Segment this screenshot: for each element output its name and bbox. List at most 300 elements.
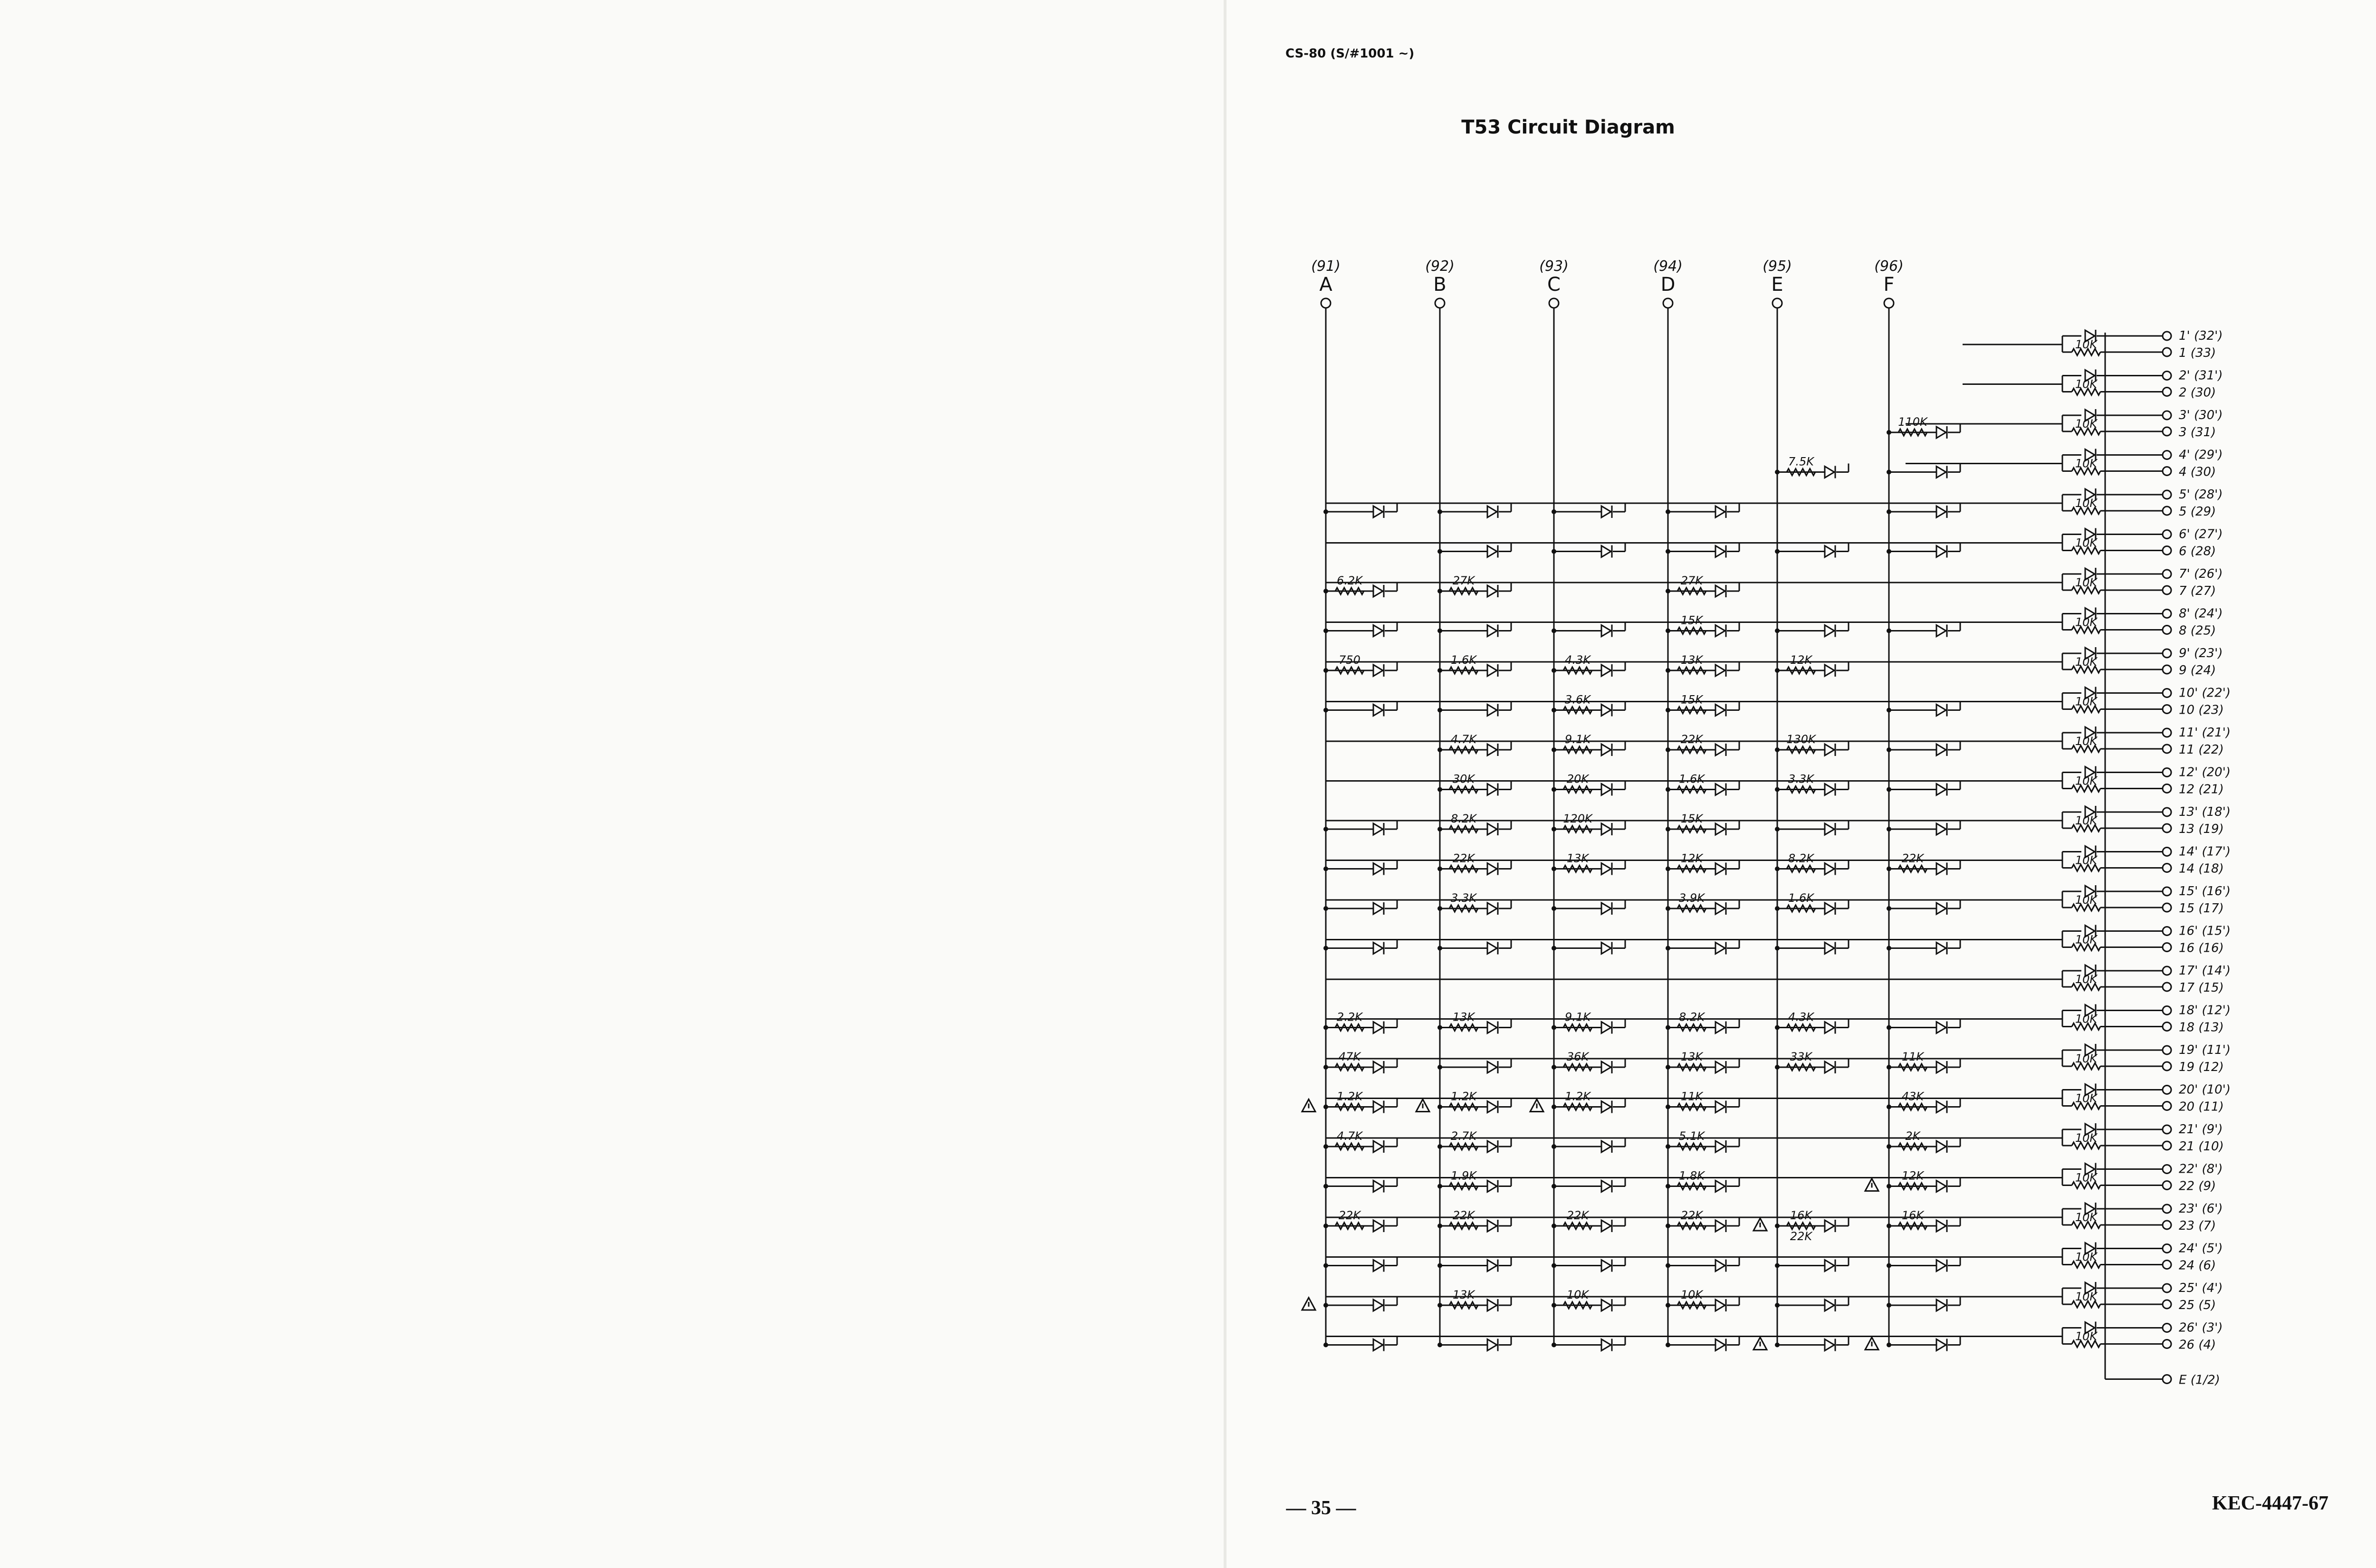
junction-dot [1552,1026,1556,1029]
resistor-value-label: 10K [1680,1288,1703,1301]
pin-terminal [2163,824,2171,832]
pin-terminal [2163,1221,2171,1229]
junction-dot [1324,1343,1328,1347]
junction-dot [1887,431,1891,434]
resistor-value-label: 22K [1680,1209,1703,1222]
junction-dot [1438,1264,1442,1267]
junction-dot [1324,867,1328,870]
resistor-value-label: 36K [1566,1050,1589,1063]
pin-label-lower: 5 (29) [2179,505,2216,519]
resistor-value-label: 13K [1566,851,1589,865]
resistor-value-label: 1.2K [1565,1090,1590,1103]
junction-dot [1324,708,1328,712]
junction-dot [1438,748,1442,752]
branch-resistor [1449,905,1478,912]
junction-dot [1552,1343,1556,1347]
resistor-value-label: 12K [1790,653,1812,667]
resistor-value-label: 1.6K [1679,772,1705,786]
branch-diode [1715,506,1726,518]
junction-dot [1438,907,1442,910]
junction-dot [1887,470,1891,474]
pin-resistor-label: 10K [2075,1329,2098,1343]
junction-dot [1667,1105,1670,1109]
branch-diode [1936,1260,1947,1272]
resistor-value-label: 1.6K [1788,891,1814,905]
branch-resistor [1335,667,1364,674]
pin-resistor-label: 10K [2075,1131,2098,1145]
branch-diode [1936,545,1947,558]
branch-resistor [1449,866,1478,872]
branch-diode [1936,704,1947,717]
branch-resistor [1563,866,1592,872]
branch-resistor [1898,1064,1927,1071]
pin-terminal [2163,372,2171,380]
branch-diode [1715,1101,1726,1113]
bus-number-label: (95) [1763,258,1792,275]
branch-diode [1936,784,1947,796]
branch-diode [1936,466,1947,478]
pin-label-lower: 17 (15) [2179,981,2224,995]
branch-resistor [1898,1104,1927,1110]
junction-dot [1776,1343,1779,1347]
pin-terminal [2163,1046,2171,1054]
pin-label-upper: 9' (23') [2179,646,2223,660]
pin-label-lower: 18 (13) [2179,1020,2224,1035]
junction-dot [1667,629,1670,632]
pin-resistor-label: 10K [2075,457,2098,470]
resistor-value-label: 13K [1452,1010,1475,1024]
junction-dot [1667,590,1670,593]
branch-diode [1487,585,1498,597]
junction-dot [1324,907,1328,910]
pin-resistor-label: 10K [2075,893,2098,907]
pin-label-lower: 20 (11) [2179,1100,2224,1114]
pin-label-upper: 5' (28') [2179,488,2223,502]
branch-resistor [1449,1183,1478,1190]
bus-terminal [1663,298,1673,308]
junction-dot [1324,590,1328,593]
junction-dot [1324,1224,1328,1228]
bus-number-label: (93) [1539,258,1569,275]
pin-label-lower: 7 (27) [2179,584,2216,598]
junction-dot [1552,510,1556,514]
junction-dot [1887,1026,1891,1029]
junction-dot [1776,907,1779,910]
branch-diode [1373,625,1384,637]
resistor-value-label: 13K [1452,1288,1475,1301]
branch-diode [1936,863,1947,875]
pin-resistor-label: 10K [2075,338,2098,351]
junction-dot [1776,629,1779,632]
pin-terminal [2163,768,2171,777]
pin-label-lower: 4 (30) [2179,465,2216,479]
branch-resistor [1563,1024,1592,1031]
pin-label-upper: 24' (5') [2179,1241,2223,1256]
resistor-value-label: 7.5K [1788,455,1814,468]
branch-resistor [1449,588,1478,594]
pin-terminal [2163,966,2171,975]
pin-terminal [2163,943,2171,952]
pin-label-lower: 6 (28) [2179,544,2216,559]
pin-resistor-label: 10K [2075,1052,2098,1065]
branch-resistor [1677,786,1706,793]
pin-terminal [2163,1062,2171,1071]
resistor-value-label: 22K [1680,733,1703,746]
junction-dot [1887,748,1891,752]
junction-dot [1324,1264,1328,1267]
branch-resistor [1563,707,1592,714]
branch-diode [1936,823,1947,835]
junction-dot [1552,1304,1556,1307]
branch-diode [1487,1061,1498,1073]
branch-diode [1487,1260,1498,1272]
branch-resistor [1787,866,1815,872]
resistor-value-label: 22K [1566,1209,1589,1222]
pin-label-upper: 4' (29') [2179,448,2223,462]
branch-diode [1825,1022,1835,1034]
junction-dot [1552,669,1556,672]
branch-resistor [1563,1302,1592,1309]
bus-letter-label: A [1319,274,1332,296]
resistor-value-label: 47K [1338,1050,1361,1063]
junction-dot [1887,907,1891,910]
pin-terminal [2163,745,2171,753]
diagram-title: T53 Circuit Diagram [1461,116,1675,138]
pin-resistor-label: 10K [2075,1250,2098,1264]
bus-letter-label: E [1771,274,1783,296]
junction-dot [1324,1304,1328,1307]
branch-resistor [1787,1223,1815,1229]
resistor-value-label: 4.7K [1451,733,1476,746]
junction-dot [1324,947,1328,950]
resistor-value-label: 22K [1452,1209,1475,1222]
junction-dot [1887,1343,1891,1347]
pin-label-lower: 13 (19) [2179,822,2224,836]
resistor-value-label: 5.1K [1679,1129,1705,1143]
branch-resistor [1335,1104,1364,1110]
branch-diode [1715,902,1726,915]
branch-diode [1373,942,1384,955]
junction-dot [1887,510,1891,514]
branch-diode [1601,1220,1612,1232]
pin-resistor-label: 10K [2075,1091,2098,1105]
junction-dot [1552,1145,1556,1148]
junction-dot [1552,1224,1556,1228]
branch-diode [1487,545,1498,558]
branch-diode [1373,1220,1384,1232]
pin-resistor-label: 10K [2075,655,2098,669]
resistor-value-label: 43K [1901,1090,1924,1103]
branch-diode [1825,466,1835,478]
bus-terminal [1549,298,1559,308]
branch-resistor [1677,628,1706,634]
resistor-value-label: 1.9K [1451,1169,1476,1183]
branch-diode [1715,1022,1726,1034]
junction-dot [1667,510,1670,514]
pin-terminal [2163,887,2171,896]
branch-resistor [1677,1064,1706,1071]
branch-diode [1373,664,1384,677]
pin-resistor-label: 10K [2075,735,2098,748]
branch-diode [1715,1299,1726,1311]
branch-resistor [1563,826,1592,832]
pin-terminal [2163,427,2171,436]
pin-terminal [2163,1284,2171,1292]
pin-resistor-label: 10K [2075,1290,2098,1303]
branch-diode [1715,823,1726,835]
branch-diode [1487,704,1498,717]
bus-terminal [1884,298,1894,308]
warning-triangle-icon [1865,1338,1878,1350]
branch-diode [1715,664,1726,677]
resistor-value-label: 3.3K [1451,891,1476,905]
pin-label-lower: 9 (24) [2179,663,2216,678]
junction-dot [1776,748,1779,752]
branch-diode [1601,1022,1612,1034]
branch-diode [1936,625,1947,637]
junction-dot [1887,867,1891,870]
branch-resistor [1449,1302,1478,1309]
branch-resistor [1449,667,1478,674]
resistor-value-label: 3.6K [1565,693,1590,707]
resistor-value-label: 2.2K [1337,1010,1362,1024]
branch-resistor [1335,1143,1364,1150]
junction-dot [1667,947,1670,950]
branch-diode [1601,1140,1612,1153]
pin-terminal [2163,1244,2171,1253]
pin-terminal [2163,530,2171,539]
branch-resistor [1898,866,1927,872]
resistor-value-label: 1.2K [1337,1090,1362,1103]
branch-diode [1601,823,1612,835]
pin-resistor-label: 10K [2075,536,2098,550]
resistor-value-label: 9.1K [1565,1010,1590,1024]
branch-diode [1936,506,1947,518]
branch-resistor [1787,1024,1815,1031]
branch-diode [1936,1022,1947,1034]
junction-dot [1667,1066,1670,1069]
branch-diode [1825,1220,1835,1232]
branch-diode [1715,863,1726,875]
pin-label-lower: 15 (17) [2179,901,2224,916]
branch-resistor [1677,588,1706,594]
branch-diode [1936,1180,1947,1193]
junction-dot [1667,1145,1670,1148]
junction-dot [1324,1185,1328,1188]
branch-diode [1601,1101,1612,1113]
page-number: — 35 — [1286,1497,1356,1519]
branch-diode [1936,1220,1947,1232]
branch-diode [1601,942,1612,955]
pin-terminal [2163,348,2171,356]
pin-label-lower: 10 (23) [2179,703,2224,717]
pin-terminal [2163,649,2171,658]
resistor-value-label: 4.7K [1337,1129,1362,1143]
branch-diode [1373,506,1384,518]
branch-diode [1936,1101,1947,1113]
junction-dot [1776,947,1779,950]
junction-dot [1887,1224,1891,1228]
warning-triangle-icon [1865,1179,1878,1191]
branch-diode [1825,1061,1835,1073]
bus-terminal [1321,298,1331,308]
pin-label-lower: 14 (18) [2179,861,2224,876]
branch-resistor [1563,667,1592,674]
junction-dot [1552,1264,1556,1267]
branch-diode [1825,823,1835,835]
branch-diode [1601,545,1612,558]
junction-dot [1776,788,1779,791]
branch-resistor [1677,1143,1706,1150]
branch-resistor [1335,1064,1364,1071]
junction-dot [1887,1304,1891,1307]
pin-label-lower: 22 (9) [2179,1179,2216,1194]
branch-diode [1487,744,1498,756]
pin-terminal [2163,451,2171,459]
pin-terminal [2163,705,2171,714]
branch-diode [1487,1299,1498,1311]
resistor-value-label: 8.2K [1679,1010,1705,1024]
branch-resistor [1563,746,1592,753]
pin-label-lower: 21 (10) [2179,1139,2224,1154]
bus-letter-label: B [1433,274,1447,296]
branch-diode [1715,704,1726,717]
junction-dot [1438,629,1442,632]
pin-terminal [2163,1102,2171,1110]
pin-label-upper: 17' (14') [2179,964,2231,978]
pin-label-upper: 13' (18') [2179,805,2231,819]
pin-label-lower: 1 (33) [2179,346,2216,360]
junction-dot [1667,1185,1670,1188]
branch-resistor [1335,1024,1364,1031]
pin-terminal [2163,507,2171,515]
pin-terminal [2163,610,2171,618]
pin-label-upper: 23' (6') [2179,1202,2223,1216]
junction-dot [1552,788,1556,791]
resistor-value-label: 15K [1680,812,1703,825]
junction-dot [1776,1304,1779,1307]
branch-diode [1487,1180,1498,1193]
junction-dot [1667,788,1670,791]
junction-dot [1776,1026,1779,1029]
pin-label-upper: 10' (22') [2179,686,2231,700]
resistor-value-label: 11K [1680,1090,1703,1103]
warning-triangle-icon [1753,1218,1767,1231]
junction-dot [1438,1066,1442,1069]
pin-resistor-label: 10K [2075,774,2098,788]
pin-label-lower: 11 (22) [2179,743,2224,757]
junction-dot [1324,669,1328,672]
pin-terminal [2163,1340,2171,1348]
branch-resistor [1677,826,1706,832]
branch-diode [1601,1299,1612,1311]
branch-diode [1487,664,1498,677]
pin-resistor-label: 10K [2075,853,2098,867]
resistor-value-label: 8.2K [1788,851,1814,865]
pin-label-lower: 8 (25) [2179,623,2216,638]
bus-terminal [1772,298,1782,308]
resistor-value-label: 20K [1566,772,1589,786]
resistor-value-label: 2K [1905,1129,1920,1143]
resistor-value-label: 2.7K [1451,1129,1476,1143]
junction-dot [1776,550,1779,553]
resistor-value-label: 33K [1790,1050,1812,1063]
pin-terminal [2163,411,2171,420]
branch-diode [1825,1339,1835,1351]
branch-diode [1936,942,1947,955]
junction-dot [1324,629,1328,632]
branch-diode [1373,1180,1384,1193]
resistor-value-label: 12K [1901,1169,1924,1183]
branch-resistor [1335,588,1364,594]
branch-resistor [1787,469,1815,476]
junction-dot [1667,1026,1670,1029]
bus-number-label: (91) [1311,258,1341,275]
branch-resistor [1449,1104,1478,1110]
branch-diode [1373,1140,1384,1153]
junction-dot [1776,1224,1779,1228]
branch-resistor [1449,826,1478,832]
branch-diode [1936,1339,1947,1351]
junction-dot [1667,907,1670,910]
junction-dot [1667,1304,1670,1307]
bus-letter-label: F [1883,274,1895,296]
resistor-value-label: 27K [1452,574,1475,587]
junction-dot [1776,669,1779,672]
pin-resistor-label: 10K [2075,933,2098,947]
junction-dot [1438,1105,1442,1109]
pin-label-lower: 2 (30) [2179,385,2216,400]
junction-dot [1438,708,1442,712]
branch-resistor [1787,786,1815,793]
pin-terminal [2163,1006,2171,1015]
branch-resistor [1677,905,1706,912]
branch-diode [1373,1260,1384,1272]
pin-terminal [2163,983,2171,991]
resistor-value-label: 4.3K [1565,653,1590,667]
junction-dot [1438,590,1442,593]
junction-dot [1887,629,1891,632]
branch-diode [1715,1061,1726,1073]
branch-diode [1487,1140,1498,1153]
branch-diode [1825,625,1835,637]
branch-diode [1373,863,1384,875]
junction-dot [1552,550,1556,553]
resistor-value-label: 6.2K [1337,574,1362,587]
branch-diode [1487,1022,1498,1034]
branch-diode [1936,744,1947,756]
pin-terminal [2163,728,2171,737]
junction-dot [1887,1185,1891,1188]
branch-resistor [1449,1143,1478,1150]
pin-terminal [2163,903,2171,912]
pin-label-upper: 14' (17') [2179,844,2231,859]
branch-diode [1825,863,1835,875]
pin-terminal [2163,467,2171,476]
warning-triangle-icon [1530,1100,1543,1112]
pin-resistor-label: 10K [2075,1012,2098,1026]
junction-dot [1438,510,1442,514]
junction-dot [1887,947,1891,950]
branch-diode [1487,902,1498,915]
branch-resistor [1563,1223,1592,1229]
branch-diode [1825,545,1835,558]
branch-resistor [1677,707,1706,714]
branch-diode [1373,1299,1384,1311]
pin-terminal [2163,332,2171,340]
junction-dot [1887,550,1891,553]
common-label: E (1/2) [2179,1373,2220,1387]
